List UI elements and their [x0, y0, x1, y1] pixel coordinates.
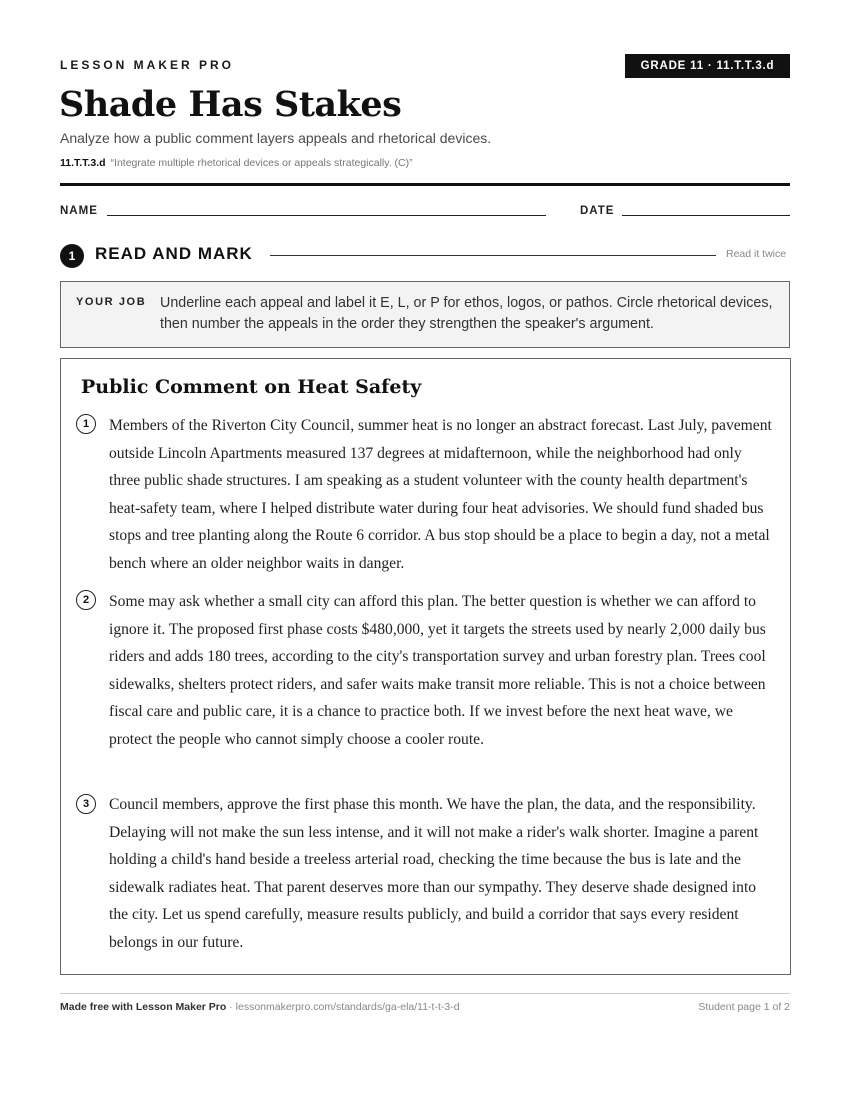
instructions-label: YOUR JOB — [76, 296, 147, 308]
section-divider — [270, 255, 716, 256]
paragraph-2: Some may ask whether a small city can afford this plan. The better question is whether we can afford to ignore it. The proposed first phase costs $480,000, yet it targets the streets used by nearly 2,000 daily bus riders and adds 180 trees, according to the city's transportation survey and urban forestry plan. Trees cool sidewalks, shelters protect riders, and safer waits make transit more reliable. This is not a choice between fiscal care and public care, it is a chance to practice both. If we invest before the next heat wave, we protect the people who cannot simply choose a cooler route. — [109, 593, 766, 748]
passage-box — [60, 358, 791, 975]
page-subtitle: Analyze how a public comment layers appeals and rhetorical devices. — [60, 130, 492, 146]
date-field[interactable] — [622, 215, 790, 216]
footer-url[interactable]: lessonmakerpro.com/standards/ga-ela/11-t-t-3-d — [235, 1001, 460, 1013]
footer-credit — [60, 1001, 460, 1013]
page-title: Shade Has Stakes — [59, 84, 402, 125]
passage-title: Public Comment on Heat Safety — [81, 376, 422, 398]
footer-made-with: Made free with Lesson Maker Pro — [60, 1001, 227, 1013]
paragraph-3: Council members, approve the first phase this month. We have the plan, the data, and the responsibility. Delaying will not make the sun less intense, and it will not make a rider's walk shorter. Imagine a parent holding a child's hand beside a treeless arterial road, checking the time because the bus is late and the sidewalk radiates heat. That parent deserves more than our sympathy. They deserve shade designed into the city. Let us spend carefully, measure results publicly, and build a corridor that says every resident belongs in our future. — [109, 796, 759, 951]
brand-name: LESSON MAKER PRO — [60, 58, 235, 72]
standard-text: “Integrate multiple rhetorical devices or appeals strategically. (C)” — [110, 157, 413, 169]
section-title: READ AND MARK — [95, 244, 253, 263]
paragraph-number-3: 3 — [76, 794, 96, 814]
name-field[interactable] — [107, 215, 546, 216]
instructions-box — [60, 281, 790, 348]
standard-line — [60, 157, 413, 169]
name-label: NAME — [60, 205, 98, 217]
paragraph-number-1: 1 — [76, 414, 96, 434]
footer-separator: · — [226, 1001, 236, 1013]
footer-page-number: Student page 1 of 2 — [698, 1001, 790, 1013]
paragraph-number-2: 2 — [76, 590, 96, 610]
section-number-badge: 1 — [60, 244, 84, 268]
header-divider — [60, 183, 790, 186]
standard-code: 11.T.T.3.d — [60, 157, 106, 169]
footer-divider — [60, 993, 790, 994]
section-note: Read it twice — [726, 248, 787, 260]
instructions-text: Underline each appeal and label it E, L, or P for ethos, logos, or pathos. Circle rhetorical devices, then number the appeals in the order they strengthen the speaker's argument. — [160, 295, 773, 332]
paragraph-1: Members of the Riverton City Council, summer heat is no longer an abstract forecast. Last July, pavement outside Lincoln Apartments measured 137 degrees at midafternoon, while the neighborhood had only three public shade structures. I am speaking as a student volunteer with the county health department's heat-safety team, where I helped distribute water during four heat advisories. We should fund shaded bus stops and tree planting along the Route 6 corridor. A bus stop should be a place to begin a day, not a metal bench where an older neighbor waits in danger. — [109, 417, 772, 572]
date-label: DATE — [580, 205, 615, 217]
grade-badge: GRADE 11 · 11.T.T.3.d — [625, 54, 790, 78]
